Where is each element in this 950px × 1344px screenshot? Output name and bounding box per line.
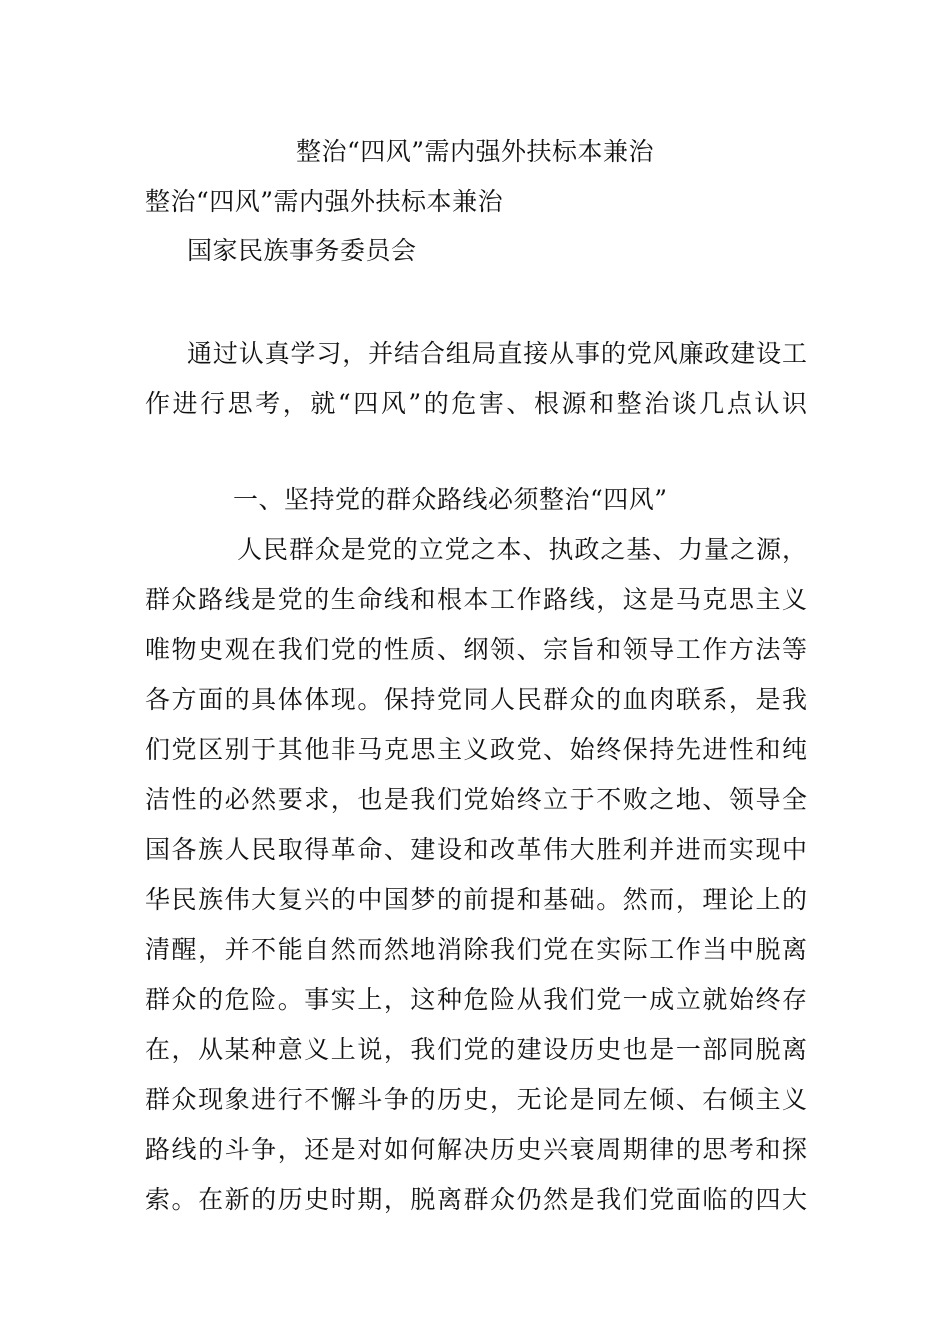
paragraph-line: 洁性的必然要求，也是我们党始终立于不败之地、领导全: [145, 785, 807, 814]
paragraph-line: 人民群众是党的立党之本、执政之基、力量之源，: [237, 535, 807, 564]
paragraph-line: 群众现象进行不懈斗争的历史，无论是同左倾、右倾主义: [145, 1085, 807, 1114]
intro-line: 通过认真学习，并结合组局直接从事的党风廉政建设工: [187, 339, 807, 368]
paragraph-line: 各方面的具体体现。保持党同人民群众的血肉联系，是我: [145, 685, 807, 714]
document-author: 国家民族事务委员会: [187, 236, 417, 265]
paragraph-line: 在，从某种意义上说，我们党的建设历史也是一部同脱离: [145, 1035, 807, 1064]
paragraph-line: 清醒，并不能自然而然地消除我们党在实际工作当中脱离: [145, 935, 807, 964]
paragraph-line: 索。在新的历史时期，脱离群众仍然是我们党面临的四大: [145, 1185, 807, 1214]
document-subtitle: 整治“四风”需内强外扶标本兼治: [145, 187, 504, 216]
paragraph-line: 路线的斗争，还是对如何解决历史兴衰周期律的思考和探: [145, 1135, 807, 1164]
paragraph-line: 华民族伟大复兴的中国梦的前提和基础。然而，理论上的: [145, 885, 807, 914]
document-title: 整治“四风”需内强外扶标本兼治: [295, 137, 655, 166]
paragraph-line: 们党区别于其他非马克思主义政党、始终保持先进性和纯: [145, 735, 807, 764]
paragraph-line: 国各族人民取得革命、建设和改革伟大胜利并进而实现中: [145, 835, 807, 864]
section-heading: 一、坚持党的群众路线必须整治“四风”: [233, 485, 668, 514]
intro-line: 作进行思考，就“四风”的危害、根源和整治谈几点认识: [145, 389, 807, 418]
paragraph-line: 唯物史观在我们党的性质、纲领、宗旨和领导工作方法等: [145, 635, 807, 664]
paragraph-line: 群众路线是党的生命线和根本工作路线，这是马克思主义: [145, 585, 807, 614]
paragraph-line: 群众的危险。事实上，这种危险从我们党一成立就始终存: [145, 985, 807, 1014]
